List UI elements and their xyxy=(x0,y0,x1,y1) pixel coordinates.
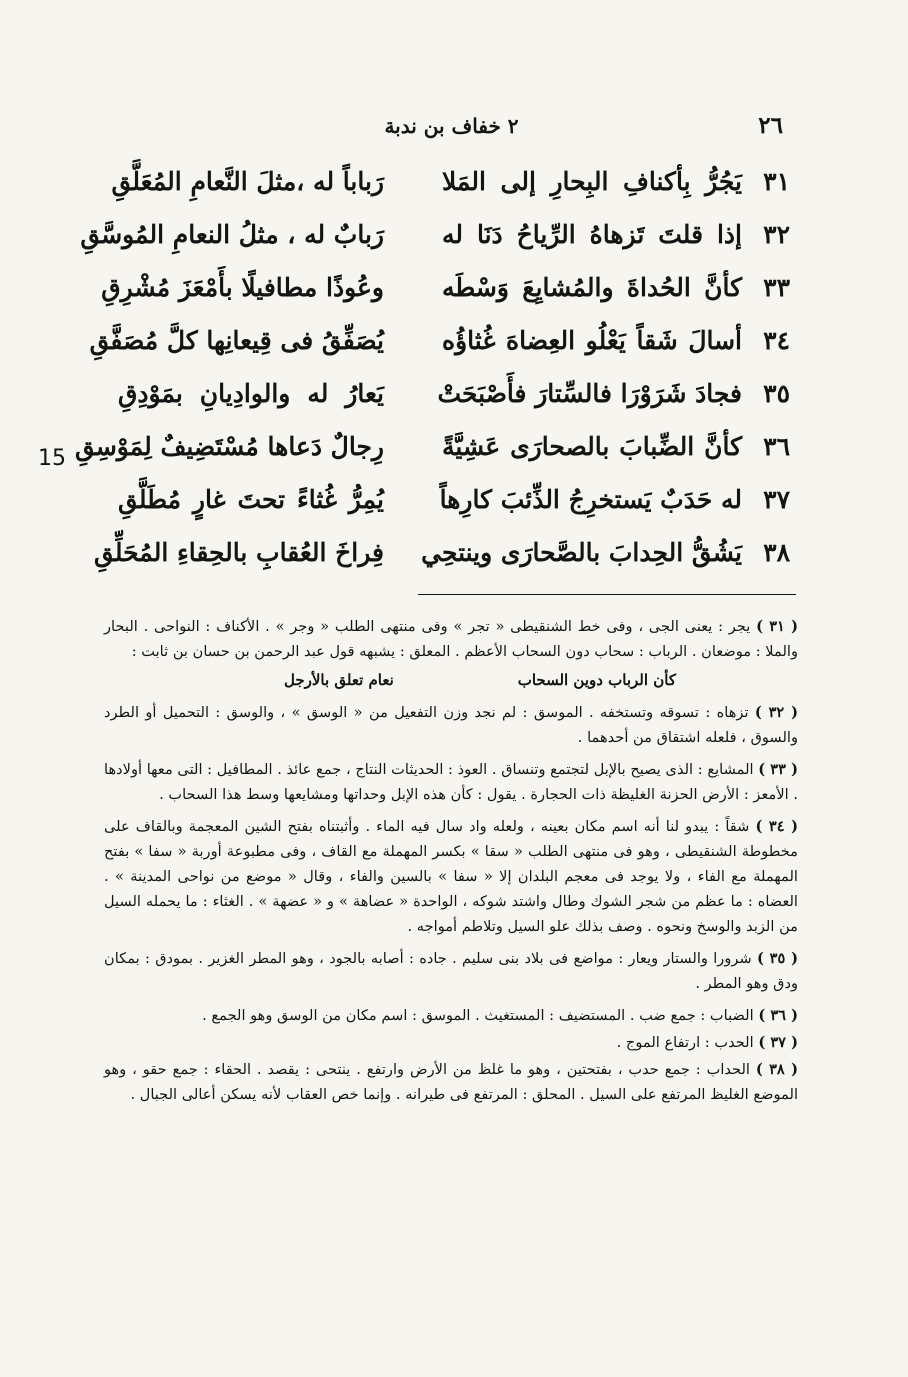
verse-31 xyxy=(100,163,790,216)
second-hemistich: وعُوذًا مطافيلًا بأَمْعَزَ مُشْرِقِ xyxy=(101,273,384,302)
quoted-second-hemistich: نعام تعلق بالأرجل xyxy=(284,671,394,689)
footnote-tag: ( ٣٨ ) xyxy=(755,1061,798,1078)
footnote-text: المشايع : الذى يصيح بالإبل لتجتمع وتنساق . العوذ : الحديثات النتاج ، جمع عائذ . المطافيل : التى معها أولادها . الأمعز : الأرض الحزنة الغليظة ذات الحجارة . يقول : كأن هذه الإبل وحداتها ومشايعها وسط هذا السحاب . xyxy=(104,761,798,803)
first-hemistich: يَجُرُّ بِأكنافِ البِحارِ إلى المَلا xyxy=(442,167,742,196)
margin-line-number: 15 xyxy=(38,446,66,471)
footnote-text: يجر : يعنى الجى ، وفى خط الشنقيطى « تجر » وفى منتهى الطلب « وجر » . الأكناف : النواحى . البحار والملا : موضعان . الرباب : سحاب دون السحاب الأعظم . المعلق : يشبهه قول عبد الرحمن بن حسان بن ثابت : xyxy=(104,618,798,660)
footnote-38 xyxy=(104,1057,798,1107)
footnote-text: الضباب : جمع ضب . المستضيف : المستغيث . الموسق : اسم مكان من الوسق وهو الجمع . xyxy=(202,1007,754,1024)
footnote-tag: ( ٣٤ ) xyxy=(755,818,798,835)
second-hemistich: فِراخَ العُقابِ بالحِقاءِ المُحَلِّقِ xyxy=(94,538,384,567)
verse-number: ٣٣ xyxy=(763,273,790,302)
verse-number: ٣٢ xyxy=(763,220,790,249)
first-hemistich: يَشُقُّ الحِدابَ بالصَّحارَى وينتحِي xyxy=(421,538,742,567)
page-number: ٢٦ xyxy=(758,112,783,139)
footnote-35 xyxy=(104,946,798,996)
footnote-divider xyxy=(418,594,796,595)
second-hemistich: رَباباً له ،مثلَ النَّعامِ المُعَلَّقِ xyxy=(111,167,384,196)
running-title: ٢ خفاف بن ندبة xyxy=(384,114,519,138)
footnote-text: الحدب : ارتفاع الموج . xyxy=(616,1034,754,1051)
verse-35 xyxy=(100,375,790,428)
verse-37 xyxy=(100,481,790,534)
first-hemistich: له حَدَبٌ يَستخرِجُ الذِّئبَ كارِهاً xyxy=(439,485,742,514)
verse-number: ٣٦ xyxy=(763,432,790,461)
verse-33 xyxy=(100,269,790,322)
verse-36 xyxy=(74,428,790,481)
first-hemistich: إذا قلتَ تَزهاهُ الرِّياحُ دَنَا له xyxy=(442,220,742,249)
footnote-tag: ( ٣٥ ) xyxy=(757,950,798,967)
footnote-tag: ( ٣٢ ) xyxy=(754,704,798,721)
footnote-tag: ( ٣٧ ) xyxy=(758,1034,798,1051)
first-hemistich: فجادَ شَرَوْرَا فالسِّتارَ فأَصْبَحَتْ xyxy=(437,379,742,408)
first-hemistich: كأنَّ الحُداةَ والمُشايِعَ وَسْطَه xyxy=(442,273,742,302)
footnote-text: تزهاه : تسوقه وتستخفه . الموسق : لم نجد وزن التفعيل من « الوسق » ، والوسق : التحميل أو الطرد والسوق ، فلعله اشتقاق من أحدهما . xyxy=(104,704,798,746)
verse-number: ٣٧ xyxy=(763,485,790,514)
quoted-first-hemistich: كأن الرباب دوين السحاب xyxy=(517,671,676,689)
footnote-32 xyxy=(104,700,798,750)
footnote-36 xyxy=(104,1003,798,1028)
first-hemistich: أسالَ شَقاً يَعْلُو العِضاهَ غُثاؤُه xyxy=(442,326,742,355)
verse-38 xyxy=(94,534,790,587)
footnote-text: شقاً : يبدو لنا أنه اسم مكان بعينه ، ولعله واد سال فيه الماء . وأثبتناه بفتح الشين المعجمة وبالقاف على مخطوطة الشنقيطى ، وهو فى منتهى الطلب « سقا » بكسر المهملة مع القاف ، وفى مطبوعة أوربة « سفا » بفتح المهملة مع الفاء ، ولا يوجد فى معجم البلدان إلا « سفا » بالسين والفاء ، وقال « موضع من نواحى المدينة » . العضاه : ما عظم من شجر الشوك وطال واشتد شوكه ، الواحدة « عضاهة » و « عضهة » . الغثاء : ما يحمله السيل من الزبد والوسخ ونحوه . وصف بذلك علو السيل وتلاطم أمواجه . xyxy=(104,818,798,935)
footnote-37 xyxy=(104,1030,798,1055)
second-hemistich: يُصَفِّقُ فى قِيعانِها كلَّ مُصَفَّقِ xyxy=(89,326,384,355)
first-hemistich: كأنَّ الضِّبابَ بالصحارَى عَشِيَّةً xyxy=(442,432,742,461)
footnote-31 xyxy=(104,614,798,664)
second-hemistich: رَبابٌ له ، مثلُ النعامِ المُوسَّقِ xyxy=(80,220,384,249)
verse-number: ٣٥ xyxy=(763,379,790,408)
verse-32 xyxy=(80,216,790,269)
second-hemistich: يُمِرُّ غُثاءً تحتَ غارٍ مُطَلَّقِ xyxy=(118,485,384,514)
verse-34 xyxy=(89,322,790,375)
footnote-33 xyxy=(104,757,798,807)
poem xyxy=(74,163,790,587)
verse-number: ٣١ xyxy=(763,167,790,196)
footnote-tag: ( ٣١ ) xyxy=(756,618,798,635)
footnote-text: الحداب : جمع حدب ، بفتحتين ، وهو ما غلظ من الأرض وارتفع . ينتحى : يقصد . الحقاء : جمع حقو ، وهو الموضع الغليظ المرتفع على السيل . المحلق : المرتفع فى طيرانه . وإنما خص العقاب لأنه يسكن أعالى الجبال . xyxy=(104,1061,798,1103)
quoted-verse xyxy=(104,666,798,698)
footnote-text: شرورا والستار ويعار : مواضع فى بلاد بنى سليم . جاده : أصابه بالجود ، وهو المطر الغزير . بمودق : بمكان ودق وهو المطر . xyxy=(104,950,798,992)
verse-number: ٣٤ xyxy=(763,326,790,355)
second-hemistich: يَعارُ له والوادِيانِ بمَوْدِقِ xyxy=(118,379,384,408)
page-header xyxy=(120,112,783,146)
footnotes xyxy=(104,614,798,1114)
second-hemistich: رِجالٌ دَعاها مُسْتَضِيفٌ لِمَوْسِقِ xyxy=(74,432,384,461)
footnote-34 xyxy=(104,814,798,939)
footnote-tag: ( ٣٣ ) xyxy=(758,761,798,778)
footnote-tag: ( ٣٦ ) xyxy=(758,1007,798,1024)
verse-number: ٣٨ xyxy=(763,538,790,567)
